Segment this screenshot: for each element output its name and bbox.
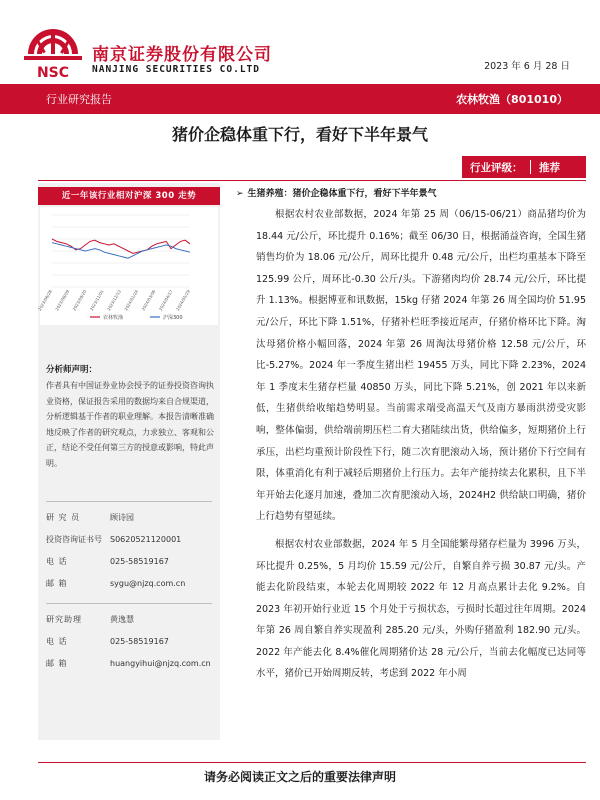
legend-label: 农林牧渔 (103, 315, 124, 321)
x-tick-label: 2023/08/09 (54, 289, 71, 312)
role-label: 研 究 员 (46, 513, 81, 522)
phone-label: 电 话 (46, 637, 68, 646)
arrow-bullet-icon: ➢ (236, 189, 244, 199)
section-heading (236, 186, 437, 199)
rating-divider (530, 160, 531, 174)
relative-performance-chart (37, 207, 218, 325)
sidebar (38, 183, 220, 740)
rating-label: 行业评级： (470, 161, 523, 174)
x-tick-label: 2024/01/24 (123, 289, 140, 312)
brand-name-en: NANJING SECURITIES CO.LTD (92, 64, 260, 75)
top-rule (38, 180, 586, 181)
email-row (46, 653, 214, 675)
legend-label: 沪深300 (163, 315, 183, 321)
x-tick-label: 2023/06/28 (37, 289, 53, 312)
logo-text: NSC (36, 65, 70, 81)
role-label: 研究助理 (46, 615, 82, 624)
report-type: 行业研究报告 (46, 93, 112, 106)
assistant-name: 黄逸慧 (110, 615, 134, 624)
cert-label: 投资咨询证书号 (46, 535, 102, 544)
analyst-name: 顾诗园 (110, 513, 134, 522)
footer-rule (38, 762, 586, 763)
x-tick-label: 2024/03/06 (140, 289, 157, 312)
rating-value: 推荐 (539, 161, 560, 174)
phone-number: 025-58519167 (110, 557, 169, 566)
email-label: 邮 箱 (46, 659, 68, 668)
assistant-row (46, 609, 214, 631)
phone-label: 电 话 (46, 557, 68, 566)
x-tick-label: 2024/05/29 (175, 289, 191, 312)
report-date: 2023 年 6 月 28 日 (484, 61, 570, 72)
paragraph: 根据农村农业部数据，2024 年第 25 周（06/15-06/21）商品猪均价为 18.44 元/公斤，环比提升 0.16%；截至 06/30 日，根据涌益咨询，全国生猪销售均价为 18.06 元/公斤，周环比提升 0.48 元/公斤，出栏均重基本下降至 125.99 公斤，周环比-0.30 公斤/头。下游猪肉均价 28.74 元/公斤，环比提升 1.13%。根据博亚和讯数据，15kg 仔猪 2024 年第 26 周全国均价 51.95 元/公斤，环比下降 1.51%，仔猪补栏旺季接近尾声，仔猪价格环比下降。淘汰母猪价格小幅回落，2024 年第 26 周淘汰母猪价格 12.58 元/公斤，环比-5.27%。2024 年一季度生猪出栏 19455 万头，同比下降 2.23%，2024 年 1 季度末生猪存栏量 40850 万头，同比下降 5.21%，创 2021 年以来新低，生猪供给收缩趋势明显。当前需求端受高温天气及南方暴雨洪涝受灾影响，整体偏弱，供给端前期压栏二育大猪陆续出货，供给偏多，短期猪价上行承压，出栏均重预计阶段性下行，随二次育肥滚动入场，预计猪价下行空间有限，体重消化有利于减轻后期猪价上行压力。去年产能持续去化累积，且下半年开始去化逐月加速，叠加二次育肥滚动入场，2024H2 供给缺口明确，猪价上行趋势有望延续。 (256, 209, 586, 523)
chart-title: 近一年该行业相对沪深 300 走势 (38, 187, 220, 205)
body-text (256, 204, 586, 691)
email-address[interactable]: sygu@njzq.com.cn (110, 579, 186, 588)
x-tick-label: 2023/11/01 (88, 289, 105, 312)
email-row (46, 573, 214, 595)
x-tick-label: 2023/09/20 (71, 289, 88, 312)
cert-row (46, 529, 214, 551)
chart-svg (37, 207, 218, 325)
legal-footer: 请务必阅读正文之后的重要法律声明 (203, 770, 396, 784)
disclaimer-title: 分析师声明： (46, 365, 98, 375)
divider (46, 501, 212, 502)
disclaimer-text: 作者具有中国证券业协会授予的证券投资咨询执业资格，保证报告采用的数据均来自合规渠道，分析逻辑基于作者的职业理解。本报告清晰准确地反映了作者的研究观点，力求独立、客观和公正，结论不受任何第三方的授意或影响，特此声明。 (46, 381, 214, 468)
brand-name-cn: 南京证券股份有限公司 (92, 45, 272, 65)
section-heading-text: 生猪养殖：猪价企稳体重下行，看好下半年景气 (247, 189, 437, 199)
page-title: 猪价企稳体重下行，看好下半年景气 (171, 125, 428, 144)
email-address[interactable]: huangyihui@njzq.com.cn (110, 659, 211, 668)
paragraph: 根据农村农业部数据，2024 年 5 月全国能繁母猪存栏量为 3996 万头，环比提升 0.25%，5 月均价 15.59 元/公斤，自繁自养亏损 30.87 元/头。产能去化阶段结束，本轮去化周期较 2022 年 12 月高点累计去化 9.2%。自 2023 年初开始行业近 15 个月处于亏损状态，亏损时长超过往年周期。2024 年第 26 周自繁自养实现盈利 285.20 元/头，外购仔猪盈利 182.90 元/头。2022 年产能去化 8.4%催化周期猪价达 28 元/公斤，当前去化幅度已达同等水平，猪价已开始周期反转，考虑到 2022 年小周 (256, 538, 586, 680)
industry-code: 农林牧渔（801010） (456, 93, 568, 106)
assistant-contact (46, 609, 214, 675)
header-bar (0, 84, 600, 114)
analyst-row (46, 507, 214, 529)
phone-number: 025-58519167 (110, 637, 169, 646)
phone-row (46, 631, 214, 653)
x-tick-label: 2023/12/13 (106, 289, 122, 312)
analyst-contact (46, 507, 214, 595)
series-line (52, 243, 190, 259)
phone-row (46, 551, 214, 573)
email-label: 邮 箱 (46, 579, 68, 588)
divider (46, 603, 212, 604)
x-tick-label: 2024/04/17 (157, 289, 174, 312)
nsc-logo (22, 20, 84, 80)
cert-number: S0620521120001 (110, 535, 182, 544)
rating-badge (462, 156, 586, 178)
